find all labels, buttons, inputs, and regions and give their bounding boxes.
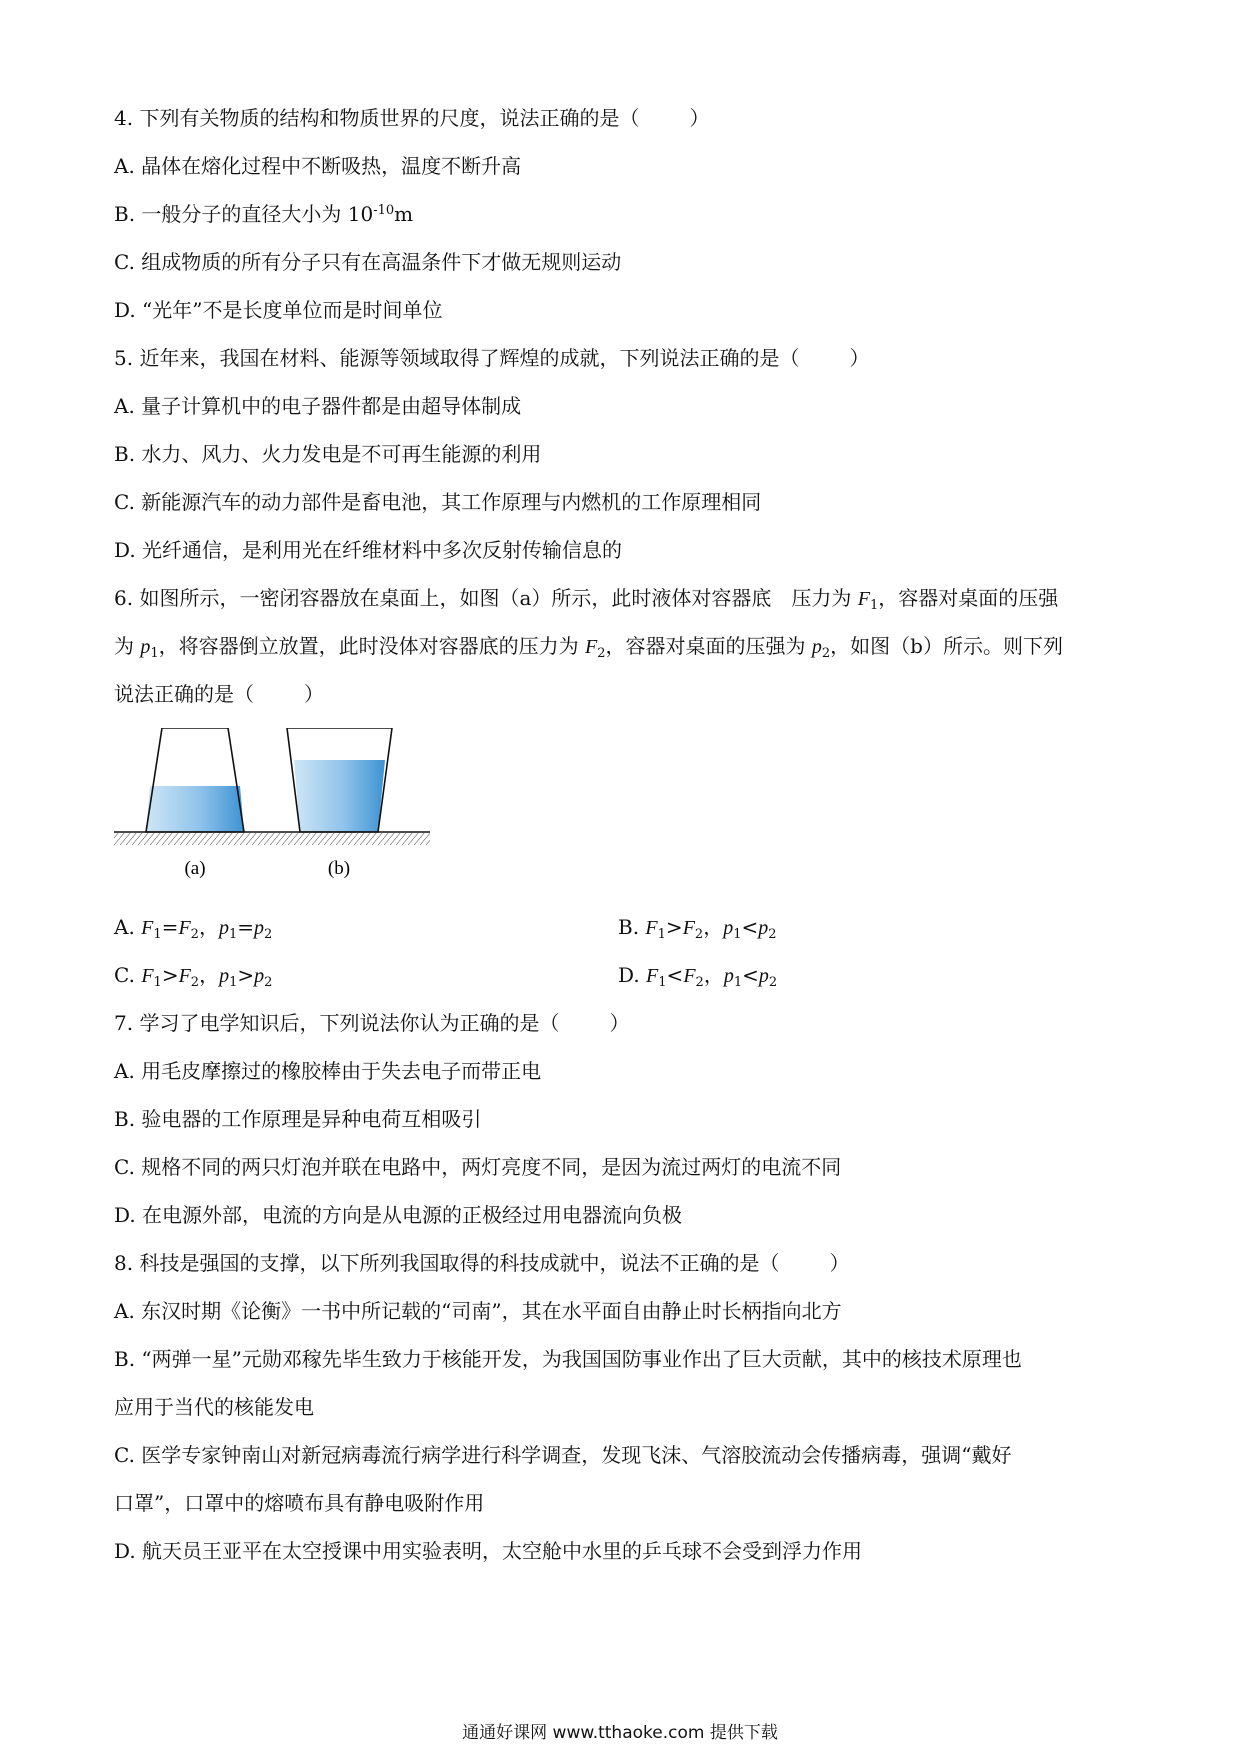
q4-option-b: B. 一般分子的直径大小为 $10^{-10}m$	[114, 202, 414, 226]
q6-option-d: D. $F_1<F_2$，$p_1<p_2$	[618, 963, 778, 990]
q5-option-d: D. 光纤通信，是利用光在纤维材料中多次反射传输信息的	[114, 538, 623, 562]
q8-option-b-line1: B. “两弹一星”元勋邓稼先毕生致力于核能开发，为我国国防事业作出了巨大贡献，其中的核技术原理也	[114, 1347, 1022, 1371]
q7-option-d: D. 在电源外部，电流的方向是从电源的正极经过用电器流向负极	[114, 1203, 683, 1227]
q5-option-a: A. 量子计算机中的电子器件都是由超导体制成	[114, 394, 522, 418]
q7-stem: 7. 学习了电学知识后，下列说法你认为正确的是（ ）	[114, 1011, 630, 1035]
q4-option-a: A. 晶体在熔化过程中不断吸热，温度不断升高	[114, 154, 522, 178]
q4-option-d: D. “光年”不是长度单位而是时间单位	[114, 298, 443, 322]
q8-option-a: A. 东汉时期《论衡》一书中所记载的“司南”，其在水平面自由静止时长柄指向北方	[114, 1299, 842, 1323]
page-footer: 通通好课网 www.tthaoke.com 提供下载	[462, 1723, 778, 1743]
q8-stem: 8. 科技是强国的支撑，以下所列我国取得的科技成就中，说法不正确的是（ ）	[114, 1251, 850, 1275]
q5-stem: 5. 近年来，我国在材料、能源等领域取得了辉煌的成就，下列说法正确的是（ ）	[114, 346, 870, 370]
q8-option-c-line1: C. 医学专家钟南山对新冠病毒流行病学进行科学调查，发现飞沫、气溶胶流动会传播病毒，强调“戴好	[114, 1443, 1012, 1467]
q8-option-c-line2: 口罩”，口罩中的熔喷布具有静电吸附作用	[114, 1491, 485, 1515]
q6-stem-line2: 为 $p_1$，将容器倒立放置，此时没体对容器底的压力为 $F_2$，容器对桌面的压强为 $p_2$，如图（b）所示。则下列	[114, 634, 1063, 661]
q4-option-c: C. 组成物质的所有分子只有在高温条件下才做无规则运动	[114, 250, 622, 274]
q7-option-b: B. 验电器的工作原理是异种电荷互相吸引	[114, 1107, 482, 1131]
q8-option-d: D. 航天员王亚平在太空授课中用实验表明，太空舱中水里的乒乓球不会受到浮力作用	[114, 1539, 863, 1563]
q6-option-a: A. $F_1=F_2$，$p_1=p_2$	[114, 915, 273, 942]
q4-stem: 4. 下列有关物质的结构和物质世界的尺度，说法正确的是（ ）	[114, 106, 710, 130]
q6-stem-line3: 说法正确的是（ ）	[114, 682, 324, 706]
q8-option-b-line2: 应用于当代的核能发电	[114, 1395, 314, 1419]
q5-option-b: B. 水力、风力、火力发电是不可再生能源的利用	[114, 442, 542, 466]
q6-option-c: C. $F_1>F_2$，$p_1>p_2$	[114, 963, 273, 990]
table-surface	[114, 832, 430, 845]
q7-option-a: A. 用毛皮摩擦过的橡胶棒由于失去电子而带正电	[114, 1059, 542, 1083]
q5-option-c: C. 新能源汽车的动力部件是畜电池，其工作原理与内燃机的工作原理相同	[114, 490, 762, 514]
q6-option-b: B. $F_1>F_2$，$p_1<p_2$	[618, 915, 777, 942]
figure-label-b: (b)	[327, 858, 351, 879]
container-b	[287, 728, 392, 832]
container-figure	[110, 728, 440, 888]
container-a	[146, 728, 244, 832]
figure-label-a: (a)	[184, 858, 206, 879]
q7-option-c: C. 规格不同的两只灯泡并联在电路中，两灯亮度不同，是因为流过两灯的电流不同	[114, 1155, 842, 1179]
q6-stem-line1: 6. 如图所示，一密闭容器放在桌面上，如图（a）所示，此时液体对容器底 压力为 $F_1$，容器对桌面的压强	[114, 586, 1059, 613]
